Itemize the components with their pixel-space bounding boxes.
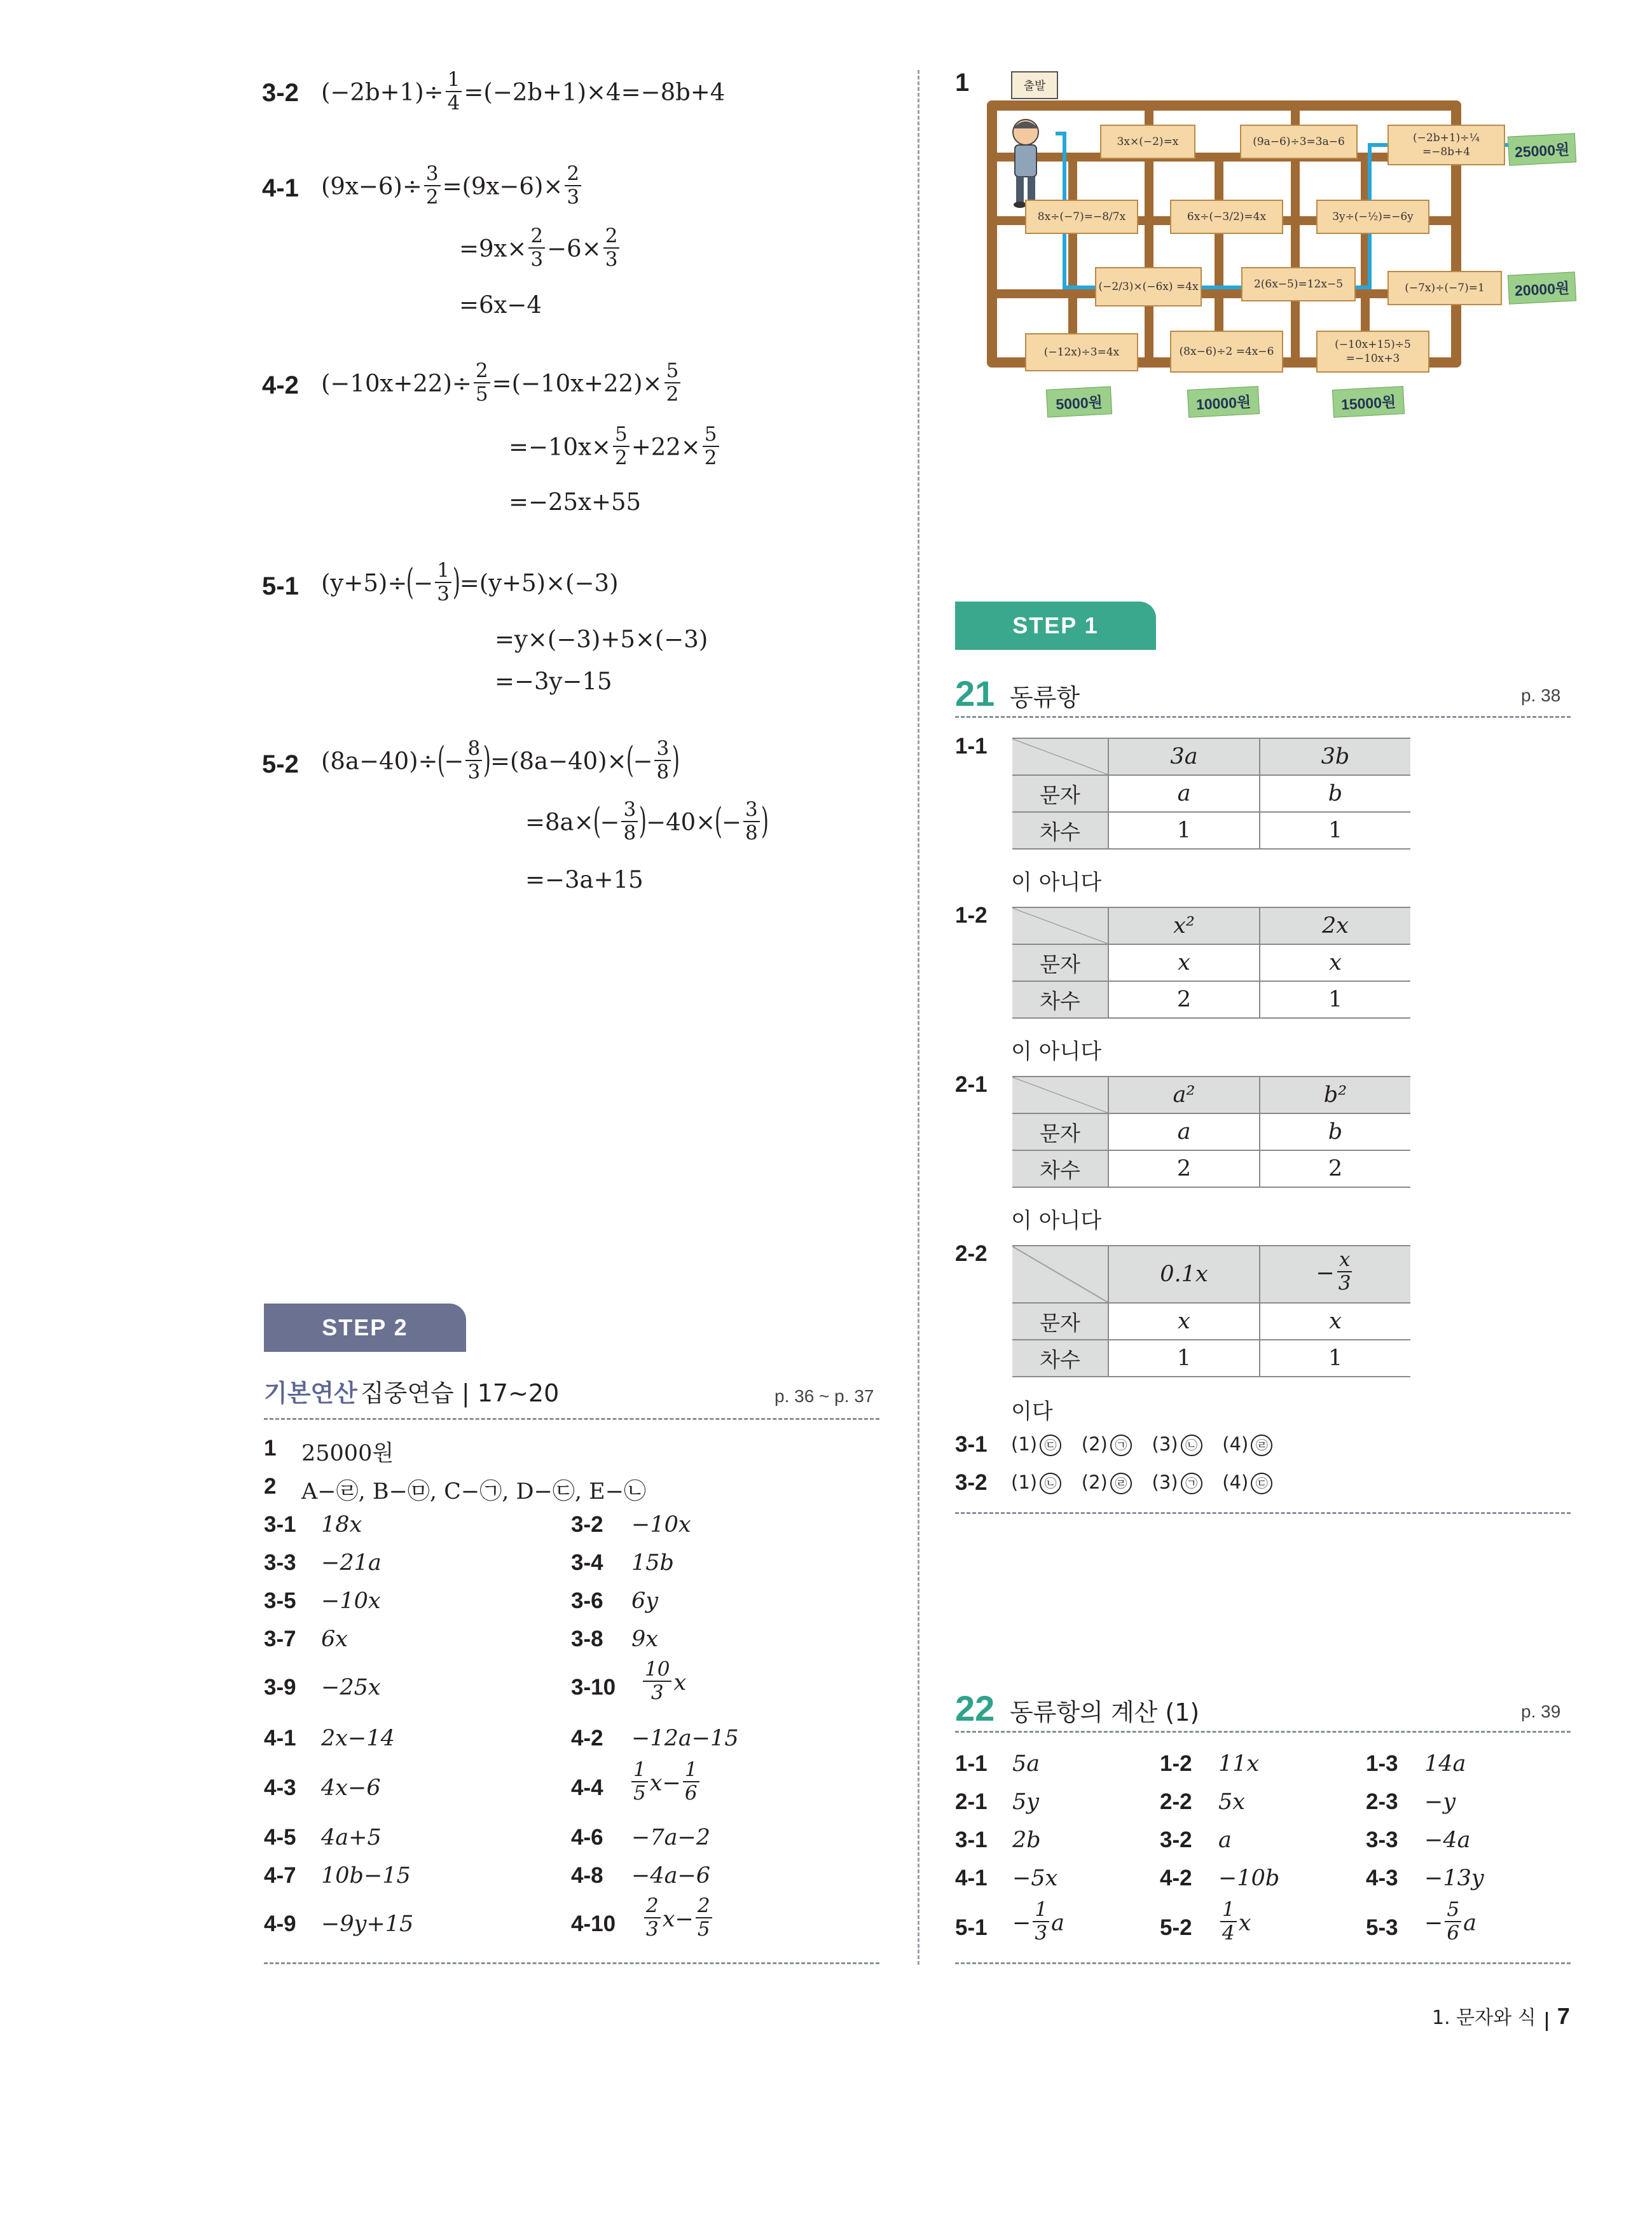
answer-value: 10b−15 <box>321 1863 411 1889</box>
column-divider <box>918 70 919 1965</box>
answer-note: 이 아니다 <box>1011 870 1102 895</box>
maze-box: (8x−6)÷2 =4x−6 <box>1170 331 1283 373</box>
answer-value: 11x <box>1218 1751 1260 1777</box>
answer-value: −4a <box>1424 1827 1471 1853</box>
divider <box>264 1962 879 1964</box>
answer-label: 5-3 <box>1366 1915 1398 1940</box>
equation-line: =9x× $\frac{2}{3}$ −6× $\frac{2}{3}$ <box>459 229 621 272</box>
answer-label: 4-1 <box>955 1866 988 1890</box>
attribute-table: 3a 3b 문자 a b 차수 1 1 <box>1012 738 1410 850</box>
divider <box>955 1512 1571 1514</box>
attribute-table: 0.1x − $\frac{x}{3}$ 문자 x x 차수 1 1 <box>1012 1245 1410 1377</box>
answer-label: 4-10 <box>571 1911 616 1936</box>
prize-tag: 10000원 <box>1187 386 1260 418</box>
equation-line: (8a−40)÷(− $\frac{8}{3}$ )=(8a−40)×(− $\frac{3}{8}$ ) <box>321 737 680 783</box>
answer-label: 4-2 <box>1160 1866 1192 1890</box>
answer-label: 3-8 <box>571 1627 603 1651</box>
section-number: 22 <box>955 1688 995 1728</box>
answer-label: 5-2 <box>1160 1915 1192 1940</box>
answer-label: 4-8 <box>571 1863 603 1888</box>
equation-line: (−10x+22)÷ $\frac{2}{5}$ =(−10x+22)× $\frac{5}{2}$ <box>321 364 682 407</box>
step2-badge: STEP 2 <box>264 1304 466 1352</box>
maze-box: 6x÷(−3/2)=4x <box>1170 200 1283 234</box>
answer-label: 5-1 <box>955 1915 988 1940</box>
section-title: 동류항의 계산 (1) <box>1010 1698 1200 1726</box>
maze-box: (9a−6)÷3=3a−6 <box>1240 125 1358 159</box>
divider <box>955 716 1571 718</box>
answer-value: a <box>1218 1827 1232 1853</box>
answer-value: 25000원 <box>301 1441 394 1466</box>
equation-line: (y+5)÷(− $\frac{1}{3}$ )=(y+5)×(−3) <box>321 559 619 605</box>
answer-label: 2-1 <box>955 1789 988 1814</box>
answer-label: 4-2 <box>571 1726 603 1751</box>
answer-label: 3-2 <box>955 1470 988 1495</box>
answer-label: 3-9 <box>264 1675 296 1700</box>
answer-value: − $\frac{1}{3}$ a <box>1012 1898 1064 1944</box>
page-number: 7 <box>1557 2003 1570 2029</box>
maze-box: 3y÷(−½)=−6y <box>1316 200 1429 234</box>
answer-value: 5x <box>1218 1789 1246 1815</box>
answer-label: 3-3 <box>264 1550 296 1575</box>
answer-value: $\frac{1}{4}$ x <box>1218 1903 1251 1946</box>
equation-line: =−3a+15 <box>525 866 644 893</box>
step2-section-title: 기본연산 집중연습 | 17~20 <box>264 1379 560 1407</box>
answer-value: 14a <box>1424 1751 1466 1777</box>
answer-label: 1-3 <box>1366 1751 1398 1776</box>
answer-label: 4-6 <box>571 1825 603 1850</box>
answer-value: 5a <box>1012 1751 1040 1777</box>
answer-label: 3-2 <box>571 1512 603 1537</box>
equation-line: =y×(−3)+5×(−3) <box>495 626 708 653</box>
maze-figure <box>986 64 1577 420</box>
equation-line: =6x−4 <box>459 291 542 319</box>
answer-label: 4-3 <box>1366 1866 1398 1890</box>
answer-label: 4-1 <box>264 1726 296 1751</box>
problem-label: 5-1 <box>262 572 299 600</box>
answer-value: − $\frac{5}{6}$ a <box>1424 1898 1476 1944</box>
section-number: 21 <box>955 673 995 713</box>
answer-label: 3-3 <box>1366 1827 1398 1852</box>
answer-value: 18x <box>321 1512 362 1538</box>
answer-label: 3-5 <box>264 1588 296 1613</box>
prize-tag: 25000원 <box>1508 133 1576 165</box>
answer-label: 4-7 <box>264 1863 296 1888</box>
answer-value: −25x <box>321 1675 381 1700</box>
answer-value: −7a−2 <box>631 1825 711 1850</box>
chapter-label: 1. 문자와 식 <box>1432 2007 1536 2029</box>
diagonal-header-cell <box>1012 1246 1108 1303</box>
divider <box>264 1418 879 1420</box>
answer-label: 2-1 <box>955 1072 988 1097</box>
answer-label: 4-4 <box>571 1775 603 1800</box>
answer-label: 1-2 <box>955 903 988 928</box>
answer-value: 15b <box>631 1550 674 1576</box>
step1-badge: STEP 1 <box>955 602 1156 650</box>
prize-tag: 15000원 <box>1332 386 1405 418</box>
maze-box: (−2/3)×(−6x) =4x <box>1095 267 1202 306</box>
page-reference: p. 39 <box>1521 1702 1561 1721</box>
diagonal-header-cell <box>1012 1077 1108 1113</box>
answer-value: −10x <box>321 1588 381 1614</box>
equation-line: (−2b+1)÷ $\frac{1}{4}$ =(−2b+1)×4=−8b+4 <box>321 68 726 114</box>
equation-line: =8a×(− $\frac{3}{8}$ )−40×(− $\frac{3}{8}$ ) <box>525 798 769 844</box>
maze-box: 2(6x−5)=12x−5 <box>1241 267 1356 301</box>
divider <box>955 1731 1571 1733</box>
maze-box: (−2b+1)÷¼ =−8b+4 <box>1387 125 1505 165</box>
answer-label: 1 <box>264 1436 277 1461</box>
diagonal-header-cell <box>1012 907 1108 944</box>
fraction: $\frac{1}{4}$ <box>446 70 462 113</box>
answer-label: 2-3 <box>1366 1789 1398 1814</box>
fraction-header-cell: − $\frac{x}{3}$ <box>1260 1246 1410 1303</box>
attribute-table: a² b² 문자 a b 차수 2 2 <box>1012 1076 1410 1188</box>
page-footer <box>1432 2002 1570 2031</box>
equation-line: =−25x+55 <box>509 488 642 516</box>
answer-label: 2-2 <box>955 1241 988 1266</box>
answer-value: −21a <box>321 1550 382 1576</box>
answer-label: 1-1 <box>955 734 988 759</box>
answer-value: 2x−14 <box>321 1726 395 1751</box>
answer-label: 1-2 <box>1160 1751 1192 1776</box>
footer-separator <box>1546 2012 1548 2031</box>
answer-value: 6x <box>321 1627 348 1652</box>
answer-label: 3-7 <box>264 1627 296 1651</box>
maze-box: (−7x)÷(−7)=1 <box>1387 271 1502 305</box>
diagonal-header-cell <box>1012 738 1108 775</box>
start-sign: 출발 <box>1011 71 1058 99</box>
answer-value: 4x−6 <box>321 1775 381 1801</box>
prize-tag: 5000원 <box>1046 386 1112 417</box>
page-reference: p. 36 ~ p. 37 <box>774 1386 874 1406</box>
answer-label: 3-1 <box>264 1512 296 1537</box>
answer-value: 5y <box>1012 1789 1040 1815</box>
answer-value: 4a+5 <box>321 1825 382 1850</box>
answer-label: 2-2 <box>1160 1789 1192 1814</box>
answer-value: 9x <box>631 1627 659 1652</box>
answer-label: 3-1 <box>955 1432 988 1457</box>
answer-label: 4-5 <box>264 1825 296 1850</box>
maze-box: (−12x)÷3=4x <box>1025 333 1138 371</box>
answer-label: 1-1 <box>955 1751 988 1776</box>
maze-box: 8x÷(−7)=−8/7x <box>1025 200 1138 234</box>
prize-tag: 20000원 <box>1508 272 1576 304</box>
answer-value: −y <box>1424 1789 1456 1815</box>
answer-note: 이 아니다 <box>1011 1208 1102 1234</box>
answer-value: $\frac{10}{3}$ x <box>641 1662 686 1705</box>
answer-value: −12a−15 <box>631 1726 739 1751</box>
problem-label: 5-2 <box>262 750 299 778</box>
equation-line: =−3y−15 <box>495 668 612 695</box>
choice-answers: (1) ㉢ (2) ㉠ (3) ㉡ (4) ㉣ <box>1011 1433 1275 1456</box>
attribute-table: x² 2x 문자 x x 차수 2 1 <box>1012 907 1410 1019</box>
maze-box: (−10x+15)÷5 =−10x+3 <box>1316 331 1429 373</box>
answer-label: 3-1 <box>955 1827 988 1852</box>
answer-note: 이다 <box>1011 1399 1053 1424</box>
answer-label: 2 <box>264 1474 277 1499</box>
problem-label: 3-2 <box>262 79 299 107</box>
choice-answers: (1) ㉡ (2) ㉣ (3) ㉠ (4) ㉢ <box>1011 1471 1275 1494</box>
answer-value: −9y+15 <box>321 1911 414 1937</box>
answer-value: $\frac{1}{5}$ x− $\frac{1}{6}$ <box>630 1763 701 1806</box>
problem-label: 4-1 <box>262 174 299 202</box>
answer-label: 4-3 <box>264 1775 296 1800</box>
answer-label: 4-9 <box>264 1911 296 1936</box>
divider <box>955 1962 1571 1964</box>
problem-label: 4-2 <box>262 371 299 399</box>
problem-label: 1 <box>955 69 970 97</box>
answer-label: 3-4 <box>571 1550 603 1575</box>
answer-label: 3-10 <box>571 1675 616 1700</box>
answer-note: 이 아니다 <box>1011 1039 1102 1064</box>
equation-line: =−10x× $\frac{5}{2}$ +22× $\frac{5}{2}$ <box>509 427 721 471</box>
answer-label: 3-6 <box>571 1588 603 1613</box>
answer-value: $\frac{2}{3}$ x− $\frac{2}{5}$ <box>642 1899 714 1942</box>
answer-value: −13y <box>1424 1866 1484 1891</box>
equation-line: (9x−6)÷ $\frac{3}{2}$ =(9x−6)× $\frac{2}{3}$ <box>321 167 583 210</box>
answer-value: −10b <box>1218 1866 1280 1891</box>
page-reference: p. 38 <box>1521 685 1561 705</box>
answer-value: −5x <box>1012 1866 1058 1891</box>
answer-value: A−㉣, B−㉤, C−㉠, D−㉢, E−㉡ <box>301 1479 647 1504</box>
answer-value: 2b <box>1012 1827 1041 1853</box>
answer-value: 6y <box>631 1588 659 1614</box>
maze-box: 3x×(−2)=x <box>1100 125 1195 159</box>
section-title: 동류항 <box>1010 684 1080 712</box>
answer-value: −10x <box>631 1512 691 1538</box>
answer-value: −4a−6 <box>631 1863 711 1889</box>
answer-label: 3-2 <box>1160 1827 1192 1852</box>
